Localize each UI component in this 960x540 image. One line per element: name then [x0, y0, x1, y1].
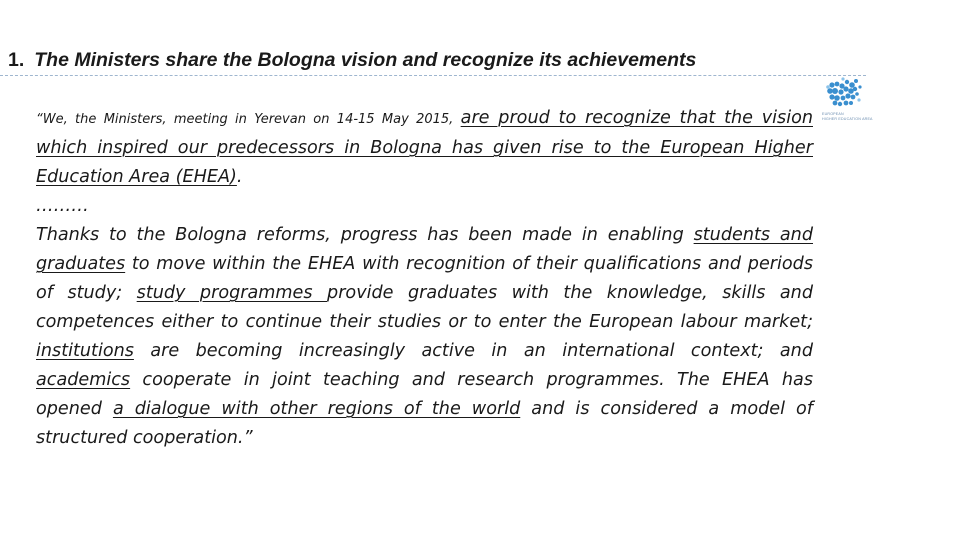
quote-text: to move within the EHEA with recognition of their qualifications and periods of study; — [36, 254, 813, 303]
quote-text: Thanks to the Bologna reforms, progress has been made in enabling — [36, 225, 694, 245]
quote-underlined: institutions — [36, 341, 134, 361]
title-text: The Ministers share the Bologna vision and recognize its achievements — [34, 49, 697, 71]
quote-block — [36, 104, 813, 453]
logo-caption-line1: EUROPEAN — [822, 112, 844, 116]
title-number: 1. — [8, 49, 25, 71]
quote-text: “We, the Ministers, meeting in Yerevan on 14-15 May 2015, — [36, 112, 461, 127]
title-divider — [0, 75, 866, 76]
logo-caption-line2: HIGHER EDUCATION AREA — [822, 117, 873, 121]
quote-underlined: a dialogue with other regions of the world — [112, 399, 521, 419]
quote-text: and is considered a model of structured cooperation.” — [36, 399, 814, 448]
quote-text: . — [236, 167, 243, 187]
quote-ellipsis: ……… — [36, 196, 89, 216]
logo-caption — [822, 112, 892, 122]
quote-underlined: academics — [36, 370, 131, 390]
quote-text: provide graduates with the knowledge, skills and competences either to continue their studies or to enter the European labour market; — [36, 283, 813, 332]
quote-text: cooperate in joint teaching and research programmes. The EHEA has opened — [36, 370, 813, 419]
quote-underlined: are proud to recognize that the vision which inspired our predecessors in Bologna has given rise to the European Higher Education Area (EHEA) — [36, 108, 813, 187]
quote-text: are becoming increasingly active in an international context; and — [133, 341, 813, 361]
quote-paragraph-1 — [36, 104, 813, 192]
quote-underlined: students and graduates — [36, 225, 813, 274]
quote-paragraph-2 — [36, 221, 813, 453]
quote-underlined: study programmes — [136, 283, 328, 303]
slide-title — [8, 46, 908, 74]
